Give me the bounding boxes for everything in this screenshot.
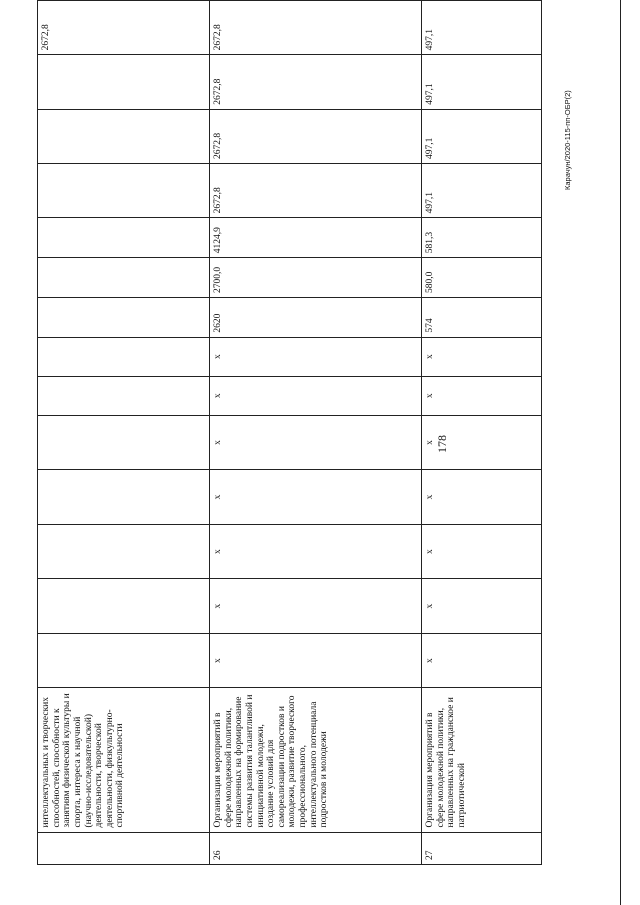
cell-empty — [38, 579, 210, 634]
cell-value: 4124,9 — [210, 218, 422, 258]
budget-table — [37, 0, 542, 865]
table-row-continuation — [38, 1, 210, 865]
cell-x: х — [422, 579, 542, 634]
cell-x: х — [210, 415, 422, 470]
cell-empty — [38, 376, 210, 415]
cell-empty — [38, 415, 210, 470]
cell-x: х — [422, 376, 542, 415]
document-code: Карачун/2020-115-пп-ОБР(2) — [563, 90, 572, 190]
table-row-27 — [422, 1, 542, 865]
cell-value: 2620 — [210, 298, 422, 338]
cell-value: 2672,8 — [210, 164, 422, 218]
row-name: Организация мероприятий в сфере молодежной политики, направленных на гражданское и патриотической — [422, 688, 542, 832]
cell-empty — [38, 164, 210, 218]
cell-empty — [38, 524, 210, 579]
cell-value: 581,3 — [422, 218, 542, 258]
cell-value: 2672,8 — [38, 1, 210, 55]
cell-empty — [38, 218, 210, 258]
cell-value: 574 — [422, 298, 542, 338]
cell-x: х — [422, 524, 542, 579]
edge-rule — [620, 0, 621, 905]
cell-value: 497,1 — [422, 55, 542, 109]
row-number: 26 — [210, 832, 422, 864]
row-name: Организация мероприятий в сфере молодежной политики, направленных на формирование системы развития талантливой и инициативной молодежи, создание условий для самореализации подростков и молодежи, развитие творческого профессионального, интеллектуального потенциала подростков и молодежи — [210, 688, 422, 832]
row-number — [38, 832, 210, 864]
cell-value: 2672,8 — [210, 1, 422, 55]
cell-value: 2672,8 — [210, 55, 422, 109]
cell-value: 497,1 — [422, 109, 542, 163]
cell-x: х — [422, 633, 542, 688]
table-row-26 — [210, 1, 422, 865]
cell-x: х — [210, 524, 422, 579]
cell-empty — [38, 258, 210, 298]
cell-empty — [38, 337, 210, 376]
cell-x: х — [210, 337, 422, 376]
cell-value: 497,1 — [422, 164, 542, 218]
cell-x: х — [210, 376, 422, 415]
page-number: 178 — [435, 435, 449, 453]
cell-value: 2700,0 — [210, 258, 422, 298]
row-name: интеллектуальных и творческих способностей, способности к занятиям физической культуры и спорта, интереса к научной (научно-исследовательской) деятельности, творческой деятельности, физкультурно-спортивной деятельности — [38, 688, 210, 832]
cell-x: х — [210, 633, 422, 688]
cell-x: х — [210, 579, 422, 634]
cell-empty — [38, 633, 210, 688]
row-number: 27 — [422, 832, 542, 864]
cell-value: 497,1 — [422, 1, 542, 55]
cell-x: х — [422, 470, 542, 525]
cell-x: х — [210, 470, 422, 525]
cell-x: х — [422, 415, 542, 470]
cell-empty — [38, 55, 210, 109]
cell-value: 580,0 — [422, 258, 542, 298]
cell-empty — [38, 109, 210, 163]
cell-empty — [38, 298, 210, 338]
cell-x: х — [422, 337, 542, 376]
cell-empty — [38, 470, 210, 525]
cell-value: 2672,8 — [210, 109, 422, 163]
